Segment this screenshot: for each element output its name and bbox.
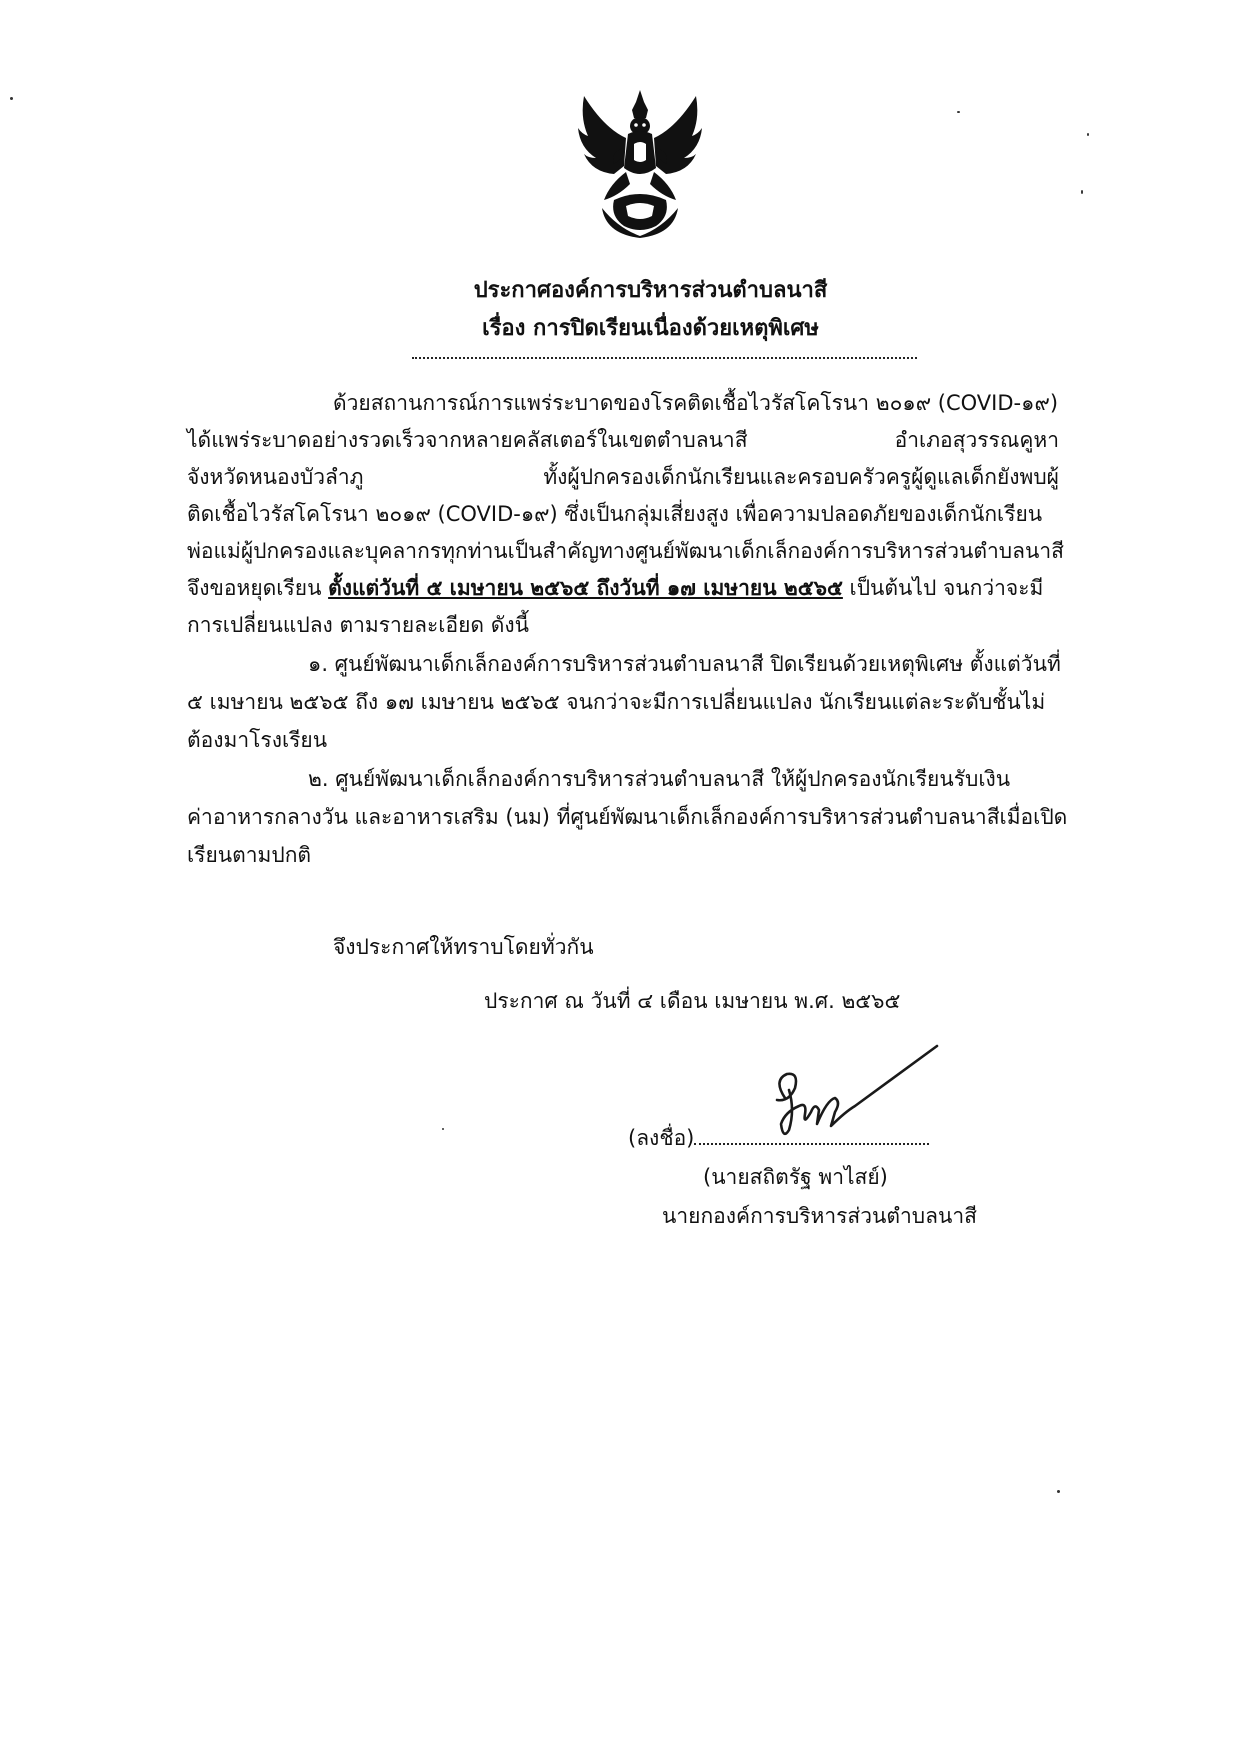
- closure-dates-emphasis: ตั้งแต่วันที่ ๕ เมษายน ๒๕๖๕ ถึงวันที่ ๑๗ เมษายน ๒๕๖๕: [328, 576, 843, 600]
- scan-speck: [1087, 133, 1089, 136]
- paragraph-1-line-4: ติดเชื้อไวรัสโคโรนา ๒๐๑๙ (COVID-๑๙) ซึ่งเป็นกลุ่มเสี่ยงสูง เพื่อความปลอดภัยของเด็กนักเรียน: [187, 502, 1043, 526]
- paragraph-1-line-5: พ่อแม่ผู้ปกครองและบุคลากรทุกท่านเป็นสำคัญทางศูนย์พัฒนาเด็กเล็กองค์การบริหารส่วนตำบลนาสี: [187, 539, 1064, 563]
- item-2-line-3: เรียนตามปกติ: [187, 843, 312, 867]
- header-divider: [412, 357, 917, 359]
- scan-speck: [442, 1128, 444, 1130]
- scan-speck: [10, 97, 13, 100]
- continuation-text: เป็นต้นไป จนกว่าจะมี: [842, 576, 1044, 600]
- paragraph-1-line-6: [187, 572, 1043, 605]
- item-1-line-2: ๕ เมษายน ๒๕๖๕ ถึง ๑๗ เมษายน ๒๕๖๕ จนกว่าจะมีการเปลี่ยนแปลง นักเรียนแต่ละระดับชั้นไม่: [187, 690, 1046, 714]
- paragraph-1-line-7: การเปลี่ยนแปลง ตามรายละเอียด ดังนี้: [187, 613, 529, 637]
- announcement-title: ประกาศองค์การบริหารส่วนตำบลนาสี: [473, 278, 828, 303]
- garuda-emblem-icon: [574, 88, 706, 238]
- scan-speck: [957, 111, 960, 113]
- item-1-line-1: ๑. ศูนย์พัฒนาเด็กเล็กองค์การบริหารส่วนตำบลนาสี ปิดเรียนด้วยเหตุพิเศษ ตั้งแต่วันที่: [308, 652, 1061, 676]
- announcement-subject: เรื่อง การปิดเรียนเนื่องด้วยเหตุพิเศษ: [482, 316, 819, 341]
- item-1-line-3: ต้องมาโรงเรียน: [187, 728, 328, 752]
- item-2-line-2: ค่าอาหารกลางวัน และอาหารเสริม (นม) ที่ศูนย์พัฒนาเด็กเล็กองค์การบริหารส่วนตำบลนาสีเมื่อเปิด: [187, 805, 1068, 829]
- handwritten-signature: [755, 1040, 945, 1155]
- item-2-line-1: ๒. ศูนย์พัฒนาเด็กเล็กองค์การบริหารส่วนตำบลนาสี ให้ผู้ปกครองนักเรียนรับเงิน: [308, 767, 1011, 791]
- paragraph-1-line-1: ด้วยสถานการณ์การแพร่ระบาดของโรคติดเชื้อไวรัสโคโรนา ๒๐๑๙ (COVID-๑๙): [333, 391, 1059, 415]
- sign-label: (ลงชื่อ): [628, 1126, 695, 1150]
- closing-statement: จึงประกาศให้ทราบโดยทั่วกัน: [333, 935, 594, 959]
- signatory-name: (นายสถิตรัฐ พาไสย์): [703, 1165, 888, 1189]
- paragraph-1-line-2: ได้แพร่ระบาดอย่างรวดเร็วจากหลายคลัสเตอร์ในเขตตำบลนาสี อำเภอสุวรรณคูหา: [187, 428, 1059, 452]
- scan-speck: [1081, 190, 1083, 194]
- announcement-date: ประกาศ ณ วันที่ ๔ เดือน เมษายน พ.ศ. ๒๕๖๕: [484, 989, 901, 1013]
- paragraph-1-line-3: จังหวัดหนองบัวลำภู ทั้งผู้ปกครองเด็กนักเรียนและครอบครัวครูผู้ดูแลเด็กยังพบผู้: [187, 465, 1059, 489]
- stop-text: จึงขอหยุดเรียน: [187, 576, 329, 600]
- signatory-position: นายกองค์การบริหารส่วนตำบลนาสี: [662, 1204, 977, 1228]
- scan-speck: [1057, 1490, 1060, 1493]
